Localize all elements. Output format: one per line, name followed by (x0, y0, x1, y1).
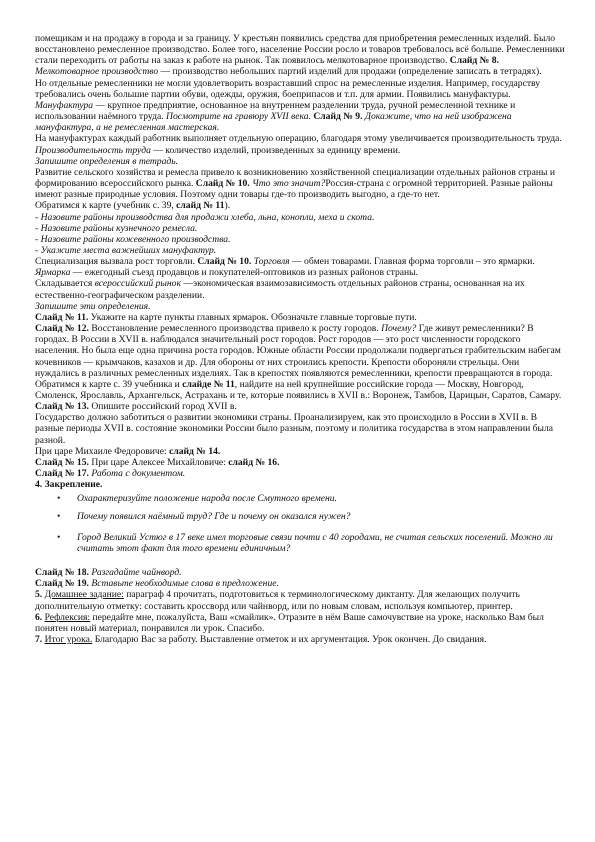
instruction-write-these: Запишите эти определения. (35, 300, 151, 312)
term: всероссийский рынок (94, 278, 181, 290)
list-item: - Укажите места важнейших мануфактур. (35, 244, 217, 256)
term: Мелкотоварное производство (35, 66, 159, 78)
definition-manufactory: Мануфактура — крупное предприятие, основанное на внутреннем разделении труда, ручной ремесленной технике и использовании наёмного труда. Посмотрите на гравюру XVII века. Слайд № 9. Докажите, что на ней изображена мануфактура, а не ремесленная мастерская. (35, 99, 516, 134)
paragraph-document-work: Слайд № 17. Работа с документом. (35, 468, 186, 480)
list-item: • Охарактеризуйте положение народа после Смутного времени. (77, 493, 565, 504)
term: Торговля (253, 256, 290, 268)
reflection-label: Рефлексия: (44, 611, 91, 623)
list-item: • Почему появился наёмный труд? Где и почему он оказался нужен? (77, 511, 565, 522)
paragraph-state-economy: Государство должно заботиться о развитии экономики страны. Проанализируем, как это происходило в России в XVII в. В разные периоды XVII в. состояние экономики России было разным, поэтому и политика государства в этом направлении была разной. (35, 412, 553, 446)
slide-reference: слайде № 11 (182, 378, 235, 390)
paragraph-map: Обратимся к карте (учебник с. 39, слайд № 11). (35, 200, 231, 212)
paragraph-trade: Специализация вызвала рост торговли. Слайд № 10. Торговля — обмен товарами. Главная форма торговли – это ярмарки. Ярмарка — ежегодный съезд продавцов и покупателей-оптовиков из разных районов страны. (35, 256, 535, 279)
paragraph-chainword: Слайд № 18. Разгадайте чайнворд. (35, 567, 182, 579)
paragraph-market-production: помещикам и на продажу в города и за границу. У крестьян появились средства для приобретения ремесленных изделий. Было восстановлено ремесленное производство. Более того, население России росло и товаров требовалось всё больше. Ремесленники стали переходить от работы на заказ к работе на рынок. Так появилось мелкотоварное производство. Слайд № 8. (35, 33, 565, 67)
term: Мануфактура (35, 99, 94, 111)
term: Производительность труда (35, 144, 151, 156)
slide-reference: Слайд № 19. (35, 578, 92, 590)
list-item: - Назовите районы кузнечного ремесла. (35, 222, 198, 234)
slide-reference: слайд № 14. (169, 445, 221, 457)
paragraph-lesson-summary: 7. Итог урока. Благодарю Вас за работу. Выставление отметок и их аргументация. Урок окончен. До свидания. (35, 633, 487, 645)
paragraph-division-of-labour: На мануфактурах каждый работник выполняет отдельную операцию, благодаря этому увеличивается производительность труда. (35, 133, 562, 145)
definition-small-scale-production: Мелкотоварное производство — производство небольших партий изделий для продажи (определение записать в тетрадях). (35, 66, 542, 78)
paragraph-tsar-mikhail: При царе Михаиле Федоровиче: слайд № 14. (35, 445, 221, 457)
term: Ярмарка (35, 267, 71, 279)
paragraph-cities-map: Обратимся к карте с. 39 учебника и слайде № 11, найдите на ней крупнейшие российские города — Москву, Новгород, Смоленск, Ярославль, Архангельск, Астрахань и те, которые появились в XVII в.: Воронеж, Тамбов, Царицын, Саратов, Самару. (35, 378, 562, 401)
paragraph-describe-city: Слайд № 13. Опишите российский город XVII в. (35, 401, 237, 413)
summary-label: Итог урока. (44, 633, 93, 645)
slide-reference: Слайд № 11. (35, 311, 91, 323)
slide-reference: Слайд № 17. (35, 468, 92, 480)
paragraph-cities-growth: Слайд № 12. Восстановление ремесленного производства привело к росту городов. Почему? Где живут ремесленники? В городах. В России в XVII в. наблюдался значительный рост городов. Рост городов — это рост численности городского населения. Но была еще одна причина роста городов. Южные области России продолжали подвергаться грабительским набегам кочевников — крымчаков, казахов и др. Для обороны от них строились крепости. Крепости обороняли стрельцы. Они нуждались в различных ремесленных изделиях. Так в крепостях появляются ремесленники, крепости превращаются в города. (35, 323, 561, 379)
slide-reference: Слайд № 13. (35, 401, 92, 413)
list-item: - Назовите районы кожевенного производства. (35, 233, 231, 245)
definition-productivity: Производительность труда — количество изделий, произведенных за единицу времени. (35, 144, 401, 156)
map-tasks-list (35, 212, 565, 257)
list-item: • Город Великий Устюг в 17 веке имел торговые связи почти с 40 городами, не считая сельских поселений. Можно ли считать этот факт для того времени единичным? (77, 532, 565, 554)
definition-national-market: Складывается всероссийский рынок —экономическая взаимозависимость отдельных районов страны, основанная на их естественно-географическом разделении. (35, 278, 525, 301)
paragraph-fill-in: Слайд № 19. Вставьте необходимые слова в предложение. (35, 578, 279, 590)
section-heading-consolidation: 4. Закрепление. (35, 479, 103, 491)
consolidation-questions (35, 493, 565, 554)
list-item: - Назовите районы производства для продажи хлеба, льна, конопли, меха и скота. (35, 211, 375, 223)
paragraph-tsar-alexei: Слайд № 15. При царе Алексее Михайловиче: слайд № 16. (35, 456, 280, 468)
spacer (35, 560, 565, 567)
slide-reference: Слайд № 12. (35, 323, 92, 335)
instruction-write-definitions: Запишите определения в тетрадь. (35, 155, 179, 167)
paragraph-homework: 5. Домашнее задание: параграф 4 прочитать, подготовиться к терминологическому диктанту. Для желающих получить дополнительную отметку: составить кроссворд или чайнворд, или по новым словам, используя компьютер, принтер. (35, 589, 520, 612)
slide-reference: Слайд № 10. (197, 256, 254, 268)
slide-reference: слайд № 11 (176, 200, 225, 212)
paragraph-fairs: Слайд № 11. Укажите на карте пункты главных ярмарок. Обозначьте главные торговые пути. (35, 311, 417, 323)
paragraph-reflection: 6. Рефлексия: передайте мне, пожалуйста, Ваш «смайлик». Отразите в нём Ваше самочувствие на уроке, насколько Вам был понятен новый материал, понравился ли урок. Спасибо. (35, 611, 544, 634)
slide-reference: Слайд № 10. (195, 178, 253, 190)
paragraph-specialization: Развитие сельского хозяйства и ремесла привело к возникновению хозяйственной специализации отдельных районов страны и формированию всероссийского рынка. Слайд № 10. Что это значит?Россия-страна с огромной территорией. Разные районы имеют разные природные условия. Поэтому одни товары где-то производить выгодно, а где-то нет. (35, 166, 555, 201)
slide-reference: слайд № 16. (228, 456, 280, 468)
homework-label: Домашнее задание: (44, 589, 124, 601)
document-page (35, 33, 565, 645)
slide-reference: Слайд № 18. (35, 567, 92, 579)
slide-reference: Слайд № 9. (313, 111, 365, 123)
slide-reference: Слайд № 8. (449, 55, 499, 67)
paragraph-manufactories: Но отдельные ремесленники не могли удовлетворить возраставший спрос на ремесленные изделия. Например, государству требовались очень большие партии обуви, одежды, оружия, боеприпасов и т.п. для армии. Появились мануфактуры. (35, 77, 541, 100)
slide-reference: Слайд № 15. (35, 456, 92, 468)
